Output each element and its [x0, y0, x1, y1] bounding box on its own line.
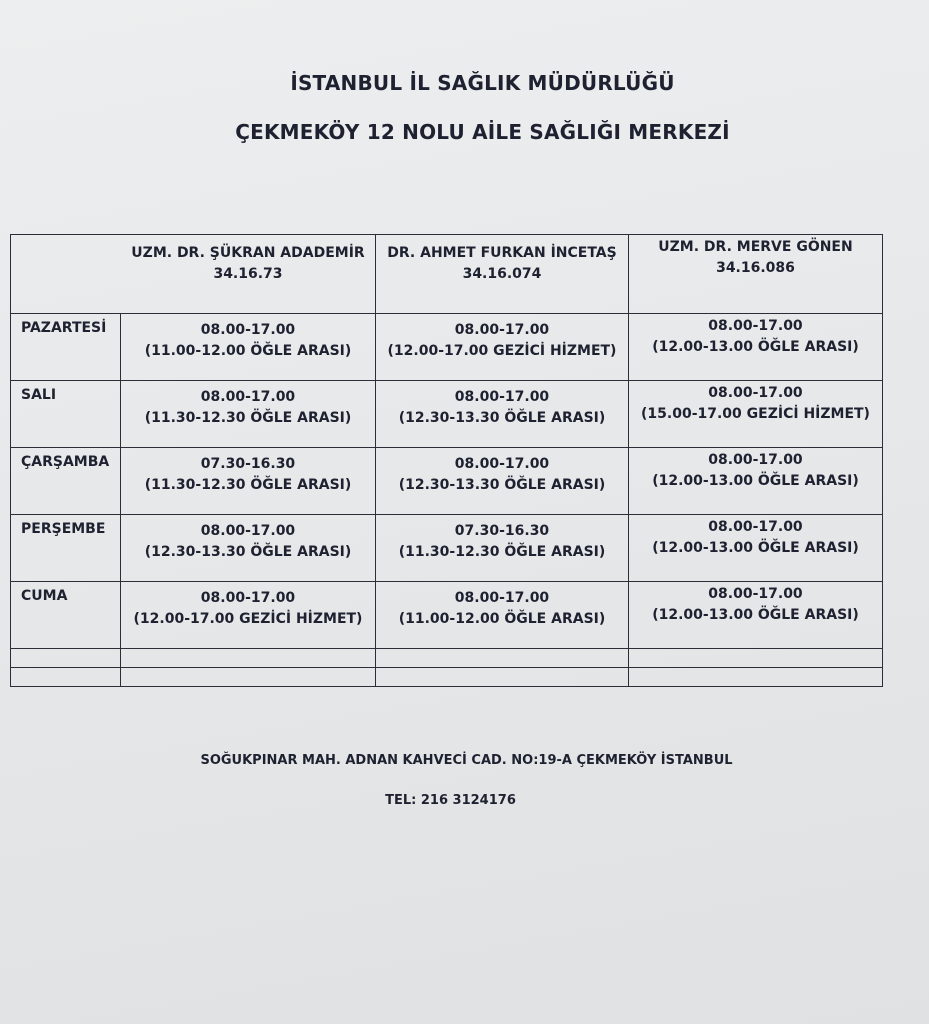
work-hours: 08.00-17.00	[454, 456, 550, 472]
schedule-cell	[121, 381, 376, 448]
doctor-code: 34.16.086	[716, 260, 795, 276]
day-label: SALI	[11, 381, 121, 448]
break-note: (12.30-13.30 ÖĞLE ARASI)	[144, 544, 352, 560]
empty-cell	[629, 668, 883, 687]
empty-cell	[376, 668, 629, 687]
break-note: (12.00-17.00 GEZİCİ HİZMET)	[133, 611, 363, 627]
schedule-table	[10, 234, 883, 687]
schedule-cell	[376, 515, 629, 582]
doctor-name: UZM. DR. MERVE GÖNEN	[658, 239, 853, 255]
break-note: (11.00-12.00 ÖĞLE ARASI)	[398, 611, 606, 627]
document-title: İSTANBUL İL SAĞLIK MÜDÜRLÜĞÜ	[290, 71, 675, 95]
break-note: (12.00-17.00 GEZİCİ HİZMET)	[387, 343, 617, 359]
schedule-cell	[121, 582, 376, 649]
work-hours: 08.00-17.00	[708, 586, 803, 602]
day-label: ÇARŞAMBA	[11, 448, 121, 515]
phone-line: TEL: 216 3124176	[385, 793, 516, 808]
doctor-header-1	[11, 235, 376, 314]
schedule-cell	[629, 582, 883, 649]
break-note: (12.00-13.00 ÖĞLE ARASI)	[652, 540, 859, 556]
schedule-cell	[629, 515, 883, 582]
doctor-header-3	[629, 235, 883, 314]
day-label: CUMA	[11, 582, 121, 649]
schedule-cell	[121, 314, 376, 381]
schedule-cell	[376, 448, 629, 515]
doctor-code: 34.16.074	[462, 266, 542, 282]
work-hours: 08.00-17.00	[200, 389, 296, 405]
work-hours: 08.00-17.00	[708, 519, 803, 535]
table-row	[11, 448, 883, 515]
work-hours: 07.30-16.30	[454, 523, 550, 539]
work-hours: 08.00-17.00	[200, 590, 296, 606]
work-hours: 07.30-16.30	[200, 456, 296, 472]
schedule-cell	[629, 448, 883, 515]
doctor-code: 34.16.73	[213, 266, 283, 282]
empty-cell	[11, 668, 121, 687]
break-note: (12.00-13.00 ÖĞLE ARASI)	[652, 339, 859, 355]
work-hours: 08.00-17.00	[454, 590, 550, 606]
break-note: (12.00-13.00 ÖĞLE ARASI)	[652, 473, 859, 489]
schedule-cell	[629, 381, 883, 448]
table-row	[11, 515, 883, 582]
day-label: PAZARTESİ	[11, 314, 121, 381]
table-header-row	[11, 235, 883, 314]
empty-cell	[121, 649, 376, 668]
work-hours: 08.00-17.00	[708, 385, 803, 401]
schedule-cell	[376, 582, 629, 649]
break-note: (11.30-12.30 ÖĞLE ARASI)	[144, 477, 352, 493]
work-hours: 08.00-17.00	[454, 389, 550, 405]
break-note: (12.30-13.30 ÖĞLE ARASI)	[398, 410, 606, 426]
schedule-cell	[376, 381, 629, 448]
empty-row	[11, 649, 883, 668]
day-label: PERŞEMBE	[11, 515, 121, 582]
break-note: (12.00-13.00 ÖĞLE ARASI)	[652, 607, 859, 623]
schedule-cell	[121, 448, 376, 515]
empty-cell	[376, 649, 629, 668]
doctor-name: UZM. DR. ŞÜKRAN ADADEMİR	[131, 245, 365, 261]
schedule-cell	[629, 314, 883, 381]
work-hours: 08.00-17.00	[454, 322, 550, 338]
schedule-cell	[376, 314, 629, 381]
table-row	[11, 381, 883, 448]
break-note: (12.30-13.30 ÖĞLE ARASI)	[398, 477, 606, 493]
schedule-cell	[121, 515, 376, 582]
empty-row	[11, 668, 883, 687]
table-row	[11, 582, 883, 649]
work-hours: 08.00-17.00	[708, 318, 803, 334]
break-note: (15.00-17.00 GEZİCİ HİZMET)	[641, 406, 870, 422]
break-note: (11.00-12.00 ÖĞLE ARASI)	[144, 343, 352, 359]
table-row	[11, 314, 883, 381]
doctor-header-2	[376, 235, 629, 314]
document-subtitle: ÇEKMEKÖY 12 NOLU AİLE SAĞLIĞI MERKEZİ	[235, 120, 730, 144]
empty-cell	[121, 668, 376, 687]
work-hours: 08.00-17.00	[200, 322, 296, 338]
work-hours: 08.00-17.00	[200, 523, 296, 539]
empty-cell	[629, 649, 883, 668]
doctor-name: DR. AHMET FURKAN İNCETAŞ	[387, 245, 617, 261]
address-line: SOĞUKPINAR MAH. ADNAN KAHVECİ CAD. NO:19-A ÇEKMEKÖY İSTANBUL	[200, 753, 733, 768]
work-hours: 08.00-17.00	[708, 452, 803, 468]
break-note: (11.30-12.30 ÖĞLE ARASI)	[144, 410, 352, 426]
empty-cell	[11, 649, 121, 668]
break-note: (11.30-12.30 ÖĞLE ARASI)	[398, 544, 606, 560]
